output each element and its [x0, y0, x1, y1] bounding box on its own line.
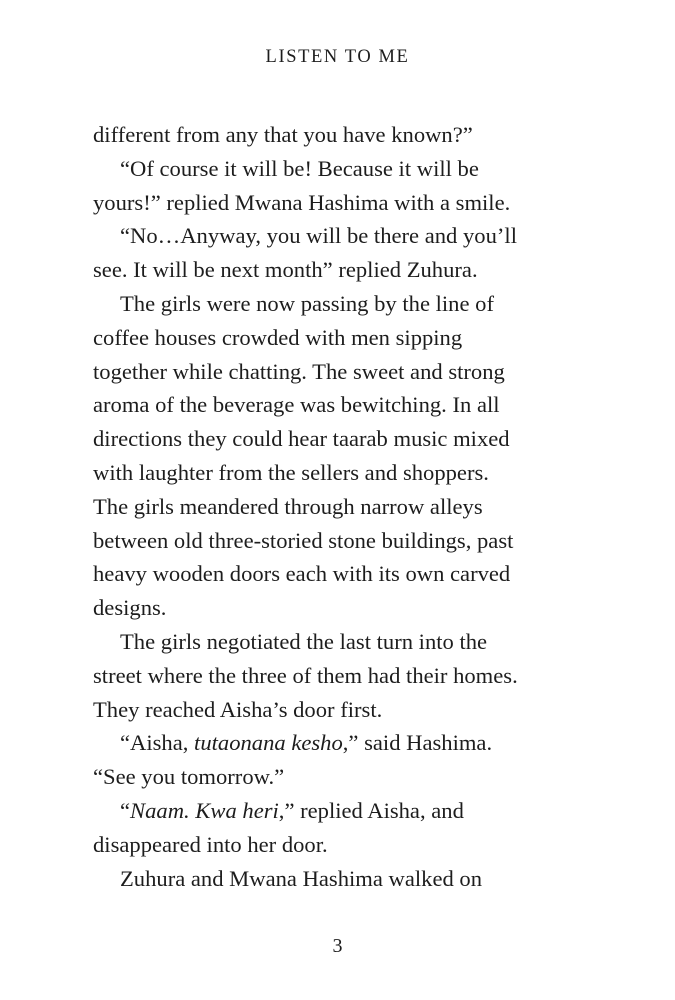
swahili-phrase: Naam. Kwa heri [130, 797, 279, 823]
running-head: LISTEN TO ME [265, 47, 410, 67]
text-line: The girls were now passing by the line of [120, 290, 494, 316]
text-line: “No…Anyway, you will be there and you’ll [120, 223, 517, 249]
text-line: “Of course it will be! Because it will be [120, 155, 479, 181]
text-line: between old three-storied stone buildings, past [93, 527, 514, 553]
dialogue-open: “Aisha, [120, 730, 195, 756]
text-line: Zuhura and Mwana Hashima walked on [120, 865, 483, 891]
swahili-phrase: tutaonana kesho [194, 730, 343, 756]
text-line: street where the three of them had their homes. [93, 662, 518, 688]
text-line [93, 726, 593, 760]
dialogue-close: ,” replied Aisha, and [278, 797, 464, 823]
text-line: aroma of the beverage was bewitching. In all [93, 392, 500, 418]
text-line: coffee houses crowded with men sipping [93, 324, 463, 350]
dialogue-open: “ [120, 797, 131, 823]
text-line: yours!” replied Mwana Hashima with a smile. [93, 189, 511, 215]
text-line: designs. [93, 595, 167, 621]
text-line: disappeared into her door. [93, 831, 328, 857]
page-number: 3 [332, 935, 343, 957]
text-line: heavy wooden doors each with its own carved [93, 561, 511, 587]
dialogue-close: ,” said Hashima. [342, 730, 493, 756]
body-text [93, 118, 593, 895]
text-line: directions they could hear taarab music mixed [93, 426, 510, 452]
text-line: “See you tomorrow.” [93, 764, 285, 790]
text-line: see. It will be next month” replied Zuhura. [93, 257, 478, 283]
text-line [93, 794, 593, 828]
text-line: different from any that you have known?” [93, 122, 473, 147]
text-line: together while chatting. The sweet and strong [93, 358, 505, 384]
text-line: They reached Aisha’s door first. [93, 696, 383, 722]
text-line: The girls negotiated the last turn into the [120, 628, 488, 654]
text-line: The girls meandered through narrow alleys [93, 493, 483, 519]
text-line: with laughter from the sellers and shoppers. [93, 459, 489, 485]
